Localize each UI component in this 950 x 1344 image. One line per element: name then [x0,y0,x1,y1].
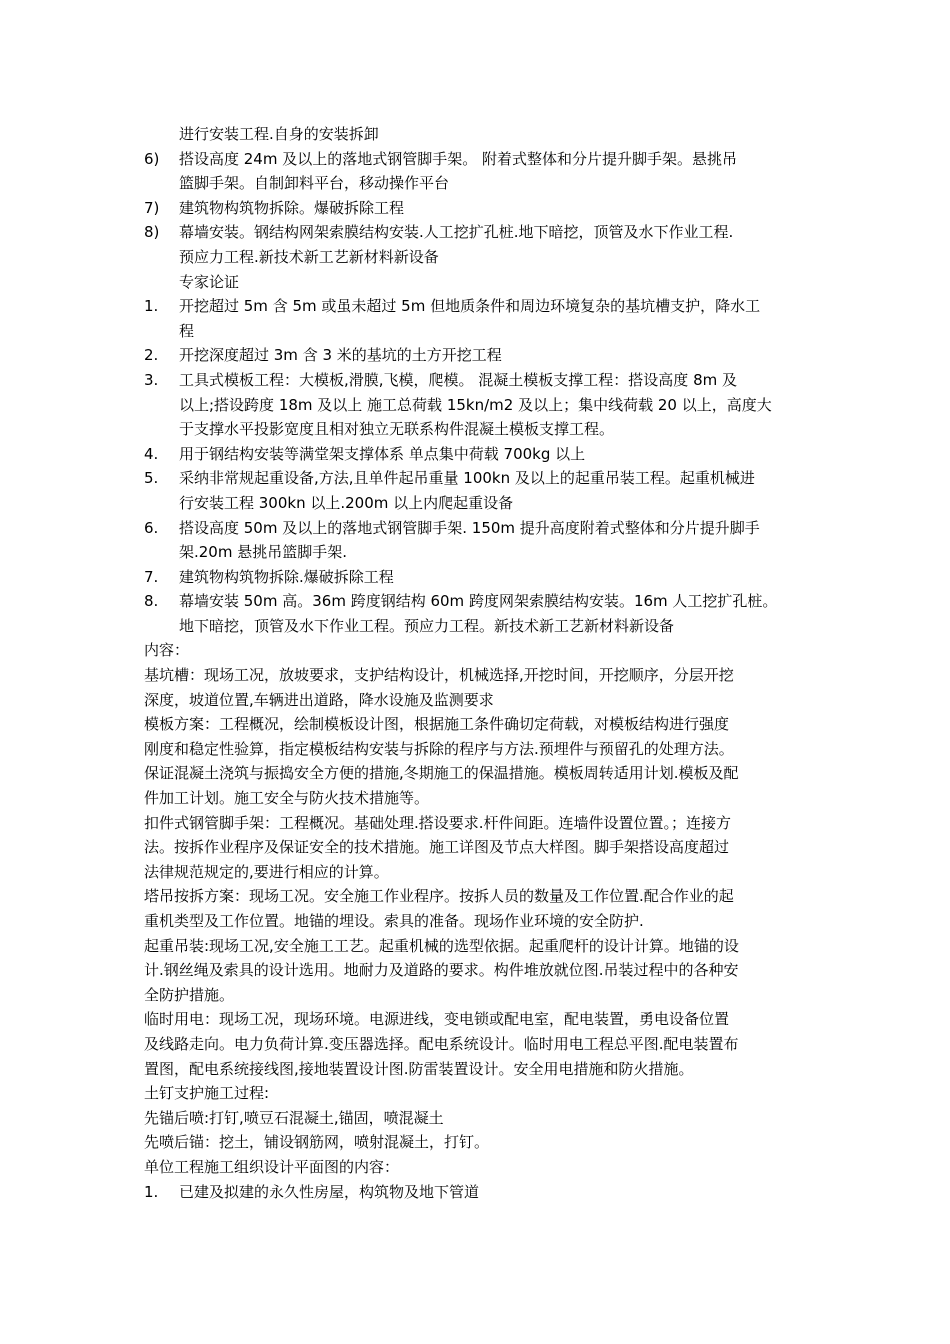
text-line [144,491,810,516]
list-item [144,442,810,467]
line-text: 塔吊按拆方案：现场工况。安全施工作业程序。按拆人员的数量及工作位置.配合作业的起 [144,887,734,906]
text-line [144,663,810,688]
list-number: 6. [144,518,159,537]
line-text: 开挖深度超过 3m 含 3 米的基坑的土方开挖工程 [179,346,502,365]
line-text: 开挖超过 5m 含 5m 或虽未超过 5m 但地质条件和周边环境复杂的基坑槽支护，降水工 [179,297,761,316]
list-item [144,589,810,614]
line-text: 刚度和稳定性验算，指定模板结构安装与拆除的程序与方法.预埋件与预留孔的处理方法。 [144,739,734,758]
text-line [144,319,810,344]
text-line [144,540,810,565]
line-text: 基坑槽：现场工况，放坡要求，支护结构设计，机械选择,开挖时间，开挖顺序，分层开挖 [144,666,734,685]
line-text: 重机类型及工作位置。地锚的埋设。索具的准备。现场作业环境的安全防护. [144,912,644,930]
line-text: 法律规范规定的,要进行相应的计算。 [144,862,389,881]
line-text: 搭设高度 24m 及以上的落地式钢管脚手架。 附着式整体和分片提升脚手架。悬挑吊 [179,149,738,168]
text-line [144,1032,810,1057]
text-line [144,786,810,811]
line-text: 预应力工程.新技术新工艺新材料新设备 [179,247,439,266]
list-item [144,516,810,541]
list-number: 5. [144,469,159,488]
document-body [144,122,810,1204]
line-text: 全防护措施。 [144,985,235,1004]
list-item [144,466,810,491]
text-line [144,712,810,737]
text-line [144,958,810,983]
line-text: 地下暗挖，顶管及水下作业工程。预应力工程。新技术新工艺新材料新设备 [179,616,675,635]
text-line [144,688,810,713]
line-text: 先喷后锚：挖土，铺设钢筋网，喷射混凝土，打钉。 [144,1133,490,1152]
line-text: 以上;搭设跨度 18m 及以上 施工总荷载 15kn/m2 及以上；集中线荷载 20 以上，高度大 [179,395,772,414]
text-line [144,614,810,639]
line-text: 临时用电：现场工况，现场环境。电源进线，变电锁或配电室，配电装置，勇电设备位置 [144,1010,730,1029]
line-text: 搭设高度 50m 及以上的落地式钢管脚手架. 150m 提升高度附着式整体和分片提升脚手 [179,518,760,537]
list-item [144,220,810,245]
list-item [144,368,810,393]
list-item [144,565,810,590]
text-line [144,884,810,909]
list-number: 1. [144,1182,159,1201]
list-number: 8. [144,592,159,611]
text-line [144,417,810,442]
line-text: 专家论证 [179,272,240,291]
line-text: 深度，坡道位置,车辆进出道路，降水设施及监测要求 [144,690,494,709]
text-line [144,761,810,786]
line-text: 件加工计划。施工安全与防火技术措施等。 [144,789,430,808]
line-text: 内容： [144,641,190,660]
line-text: 先锚后喷:打钉,喷豆石混凝土,锚固，喷混凝土 [144,1108,444,1127]
list-number: 7. [144,567,159,586]
text-line [144,860,810,885]
text-line [144,811,810,836]
text-line [144,122,810,147]
line-text: 扣件式钢管脚手架：工程概况。基础处理.搭设要求.杆件间距。连墙件设置位置。；连接方 [144,813,732,832]
line-text: 起重吊装:现场工况,安全施工工艺。起重机械的选型依据。起重爬杆的设计计算。地锚的设 [144,936,739,955]
list-number: 6) [144,149,160,168]
text-line [144,1007,810,1032]
list-number: 2. [144,346,159,365]
line-text: 模板方案：工程概况，绘制模板设计图，根据施工条件确切定荷载，对模板结构进行强度 [144,715,730,734]
text-line [144,1106,810,1131]
text-line [144,1057,810,1082]
line-text: 计.钢丝绳及索具的设计选用。地耐力及道路的要求。构件堆放就位图.吊装过程中的各种安 [144,961,739,980]
line-text: 工具式模板工程：大模板,滑膜,飞模，爬模。 混凝土模板支撑工程：搭设高度 8m 及 [179,370,737,389]
line-text: 土钉支护施工过程: [144,1084,270,1103]
line-text: 行安装工程 300kn 以上.200m 以上内爬起重设备 [179,493,514,512]
list-item [144,147,810,172]
line-text: 置图，配电系统接线图,接地装置设计图.防雷装置设计。安全用电措施和防火措施。 [144,1059,694,1078]
text-line [144,245,810,270]
line-text: 进行安装工程.自身的安装拆卸 [179,125,379,143]
text-line [144,270,810,295]
list-item [144,294,810,319]
line-text: 用于钢结构安装等满堂架支撑体系 单点集中荷载 700kg 以上 [179,444,586,463]
line-text: 采纳非常规起重设备,方法,且单件起吊重量 100kn 及以上的起重吊装工程。起重机械进 [179,469,755,488]
text-line [144,1130,810,1155]
line-text: 单位工程施工组织设计平面图的内容： [144,1157,400,1176]
line-text: 篮脚手架。自制卸料平台，移动操作平台 [179,174,450,193]
line-text: 幕墙安装 50m 高。36m 跨度钢结构 60m 跨度网架索膜结构安装。16m 人工挖扩孔桩。 [179,592,778,611]
list-number: 7) [144,198,160,217]
line-text: 建筑物构筑物拆除.爆破拆除工程 [179,567,394,586]
text-line [144,393,810,418]
line-text: 已建及拟建的永久性房屋，构筑物及地下管道 [179,1182,480,1201]
line-text: 及线路走向。电力负荷计算.变压器选择。配电系统设计。临时用电工程总平图.配电装置布 [144,1034,739,1053]
text-line [144,1081,810,1106]
text-line [144,1155,810,1180]
text-line [144,835,810,860]
list-item [144,1180,810,1205]
list-number: 4. [144,444,159,463]
text-line [144,638,810,663]
text-line [144,909,810,934]
line-text: 保证混凝土浇筑与振捣安全方便的措施,冬期施工的保温措施。模板周转适用计划.模板及配 [144,764,739,783]
line-text: 建筑物构筑物拆除。爆破拆除工程 [179,198,405,217]
line-text: 法。按拆作业程序及保证安全的技术措施。施工详图及节点大样图。脚手架搭设高度超过 [144,838,730,857]
text-line [144,983,810,1008]
list-number: 8) [144,223,160,242]
text-line [144,171,810,196]
list-number: 3. [144,370,159,389]
text-line [144,737,810,762]
list-number: 1. [144,297,159,316]
line-text: 幕墙安装。钢结构网架索膜结构安装.人工挖扩孔桩.地下暗挖，顶管及水下作业工程. [179,223,734,242]
list-item [144,196,810,221]
text-line [144,934,810,959]
line-text: 于支撑水平投影宽度且相对独立无联系构件混凝土模板支撑工程。 [179,420,615,439]
line-text: 程 [179,321,195,340]
list-item [144,343,810,368]
line-text: 架.20m 悬挑吊篮脚手架. [179,543,348,562]
